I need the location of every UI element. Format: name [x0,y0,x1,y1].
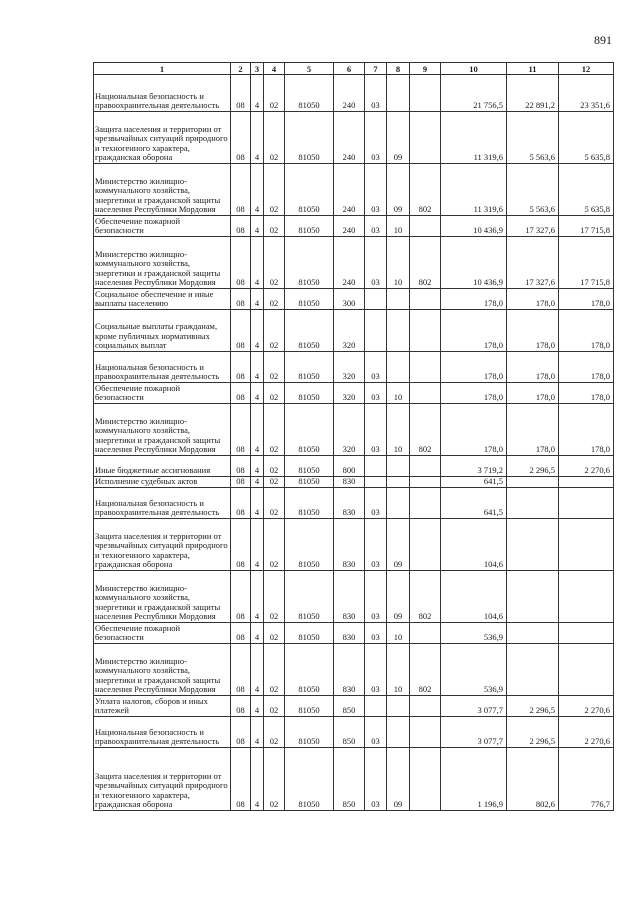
code-col8-cell: 09 [387,164,410,216]
amount-col11-cell: 2 296,5 [507,696,559,717]
row-name-cell: Обеспечение пожарной безопасности [94,383,231,404]
code-col9-cell [410,456,441,477]
code-col8-cell [387,310,410,352]
amount-col10-cell: 1 196,9 [441,748,507,811]
code-col5-cell: 81050 [285,748,334,811]
code-col4-cell: 02 [264,623,285,644]
code-col5-cell: 81050 [285,352,334,383]
amount-col11-cell: 178,0 [507,289,559,310]
code-col9-cell [410,289,441,310]
code-col3-cell: 4 [251,310,264,352]
code-col8-cell [387,352,410,383]
code-col9-cell: 802 [410,237,441,289]
amount-col10-cell: 3 719,2 [441,456,507,477]
code-col5-cell: 81050 [285,289,334,310]
table-row [94,571,614,623]
row-name-cell: Национальная безопасность и правоохранительная деятельность [94,488,231,519]
table-header-row [94,63,614,75]
amount-col10-cell: 536,9 [441,644,507,696]
row-name-cell: Национальная безопасность и правоохранительная деятельность [94,717,231,748]
code-col8-cell [387,289,410,310]
code-col3-cell: 4 [251,477,264,488]
code-col6-cell: 320 [334,352,365,383]
amount-col11-cell: 802,6 [507,748,559,811]
amount-col10-cell: 178,0 [441,310,507,352]
code-col9-cell [410,310,441,352]
code-col8-cell: 09 [387,519,410,571]
code-col6-cell: 830 [334,571,365,623]
amount-col11-cell [507,644,559,696]
amount-col12-cell: 17 715,8 [559,216,614,237]
code-col5-cell: 81050 [285,112,334,164]
amount-col12-cell: 178,0 [559,352,614,383]
code-col4-cell: 02 [264,748,285,811]
row-name-cell: Министерство жилищно-коммунального хозяйства, энергетики и гражданской защиты населения Республики Мордовия [94,237,231,289]
amount-col11-cell: 5 563,6 [507,164,559,216]
amount-col11-cell: 178,0 [507,310,559,352]
amount-col10-cell: 536,9 [441,623,507,644]
amount-col12-cell [559,488,614,519]
header-cell: 6 [334,63,365,75]
code-col6-cell: 240 [334,112,365,164]
amount-col12-cell: 2 270,6 [559,456,614,477]
code-col9-cell [410,717,441,748]
code-col4-cell: 02 [264,519,285,571]
row-name-cell: Национальная безопасность и правоохранительная деятельность [94,352,231,383]
row-name-cell: Обеспечение пожарной безопасности [94,623,231,644]
code-col3-cell: 4 [251,488,264,519]
amount-col10-cell: 3 077,7 [441,696,507,717]
row-name-cell: Социальное обеспечение и иные выплаты населению [94,289,231,310]
table-row [94,456,614,477]
code-col3-cell: 4 [251,644,264,696]
code-col7-cell: 03 [365,383,387,404]
amount-col12-cell: 178,0 [559,310,614,352]
code-col5-cell: 81050 [285,216,334,237]
code-col3-cell: 4 [251,164,264,216]
code-col4-cell: 02 [264,477,285,488]
code-col4-cell: 02 [264,696,285,717]
row-name-cell: Иные бюджетные ассигнования [94,456,231,477]
code-col5-cell: 81050 [285,477,334,488]
header-cell: 5 [285,63,334,75]
code-col6-cell: 830 [334,519,365,571]
code-col3-cell: 4 [251,112,264,164]
code-col5-cell: 81050 [285,519,334,571]
code-col8-cell: 09 [387,748,410,811]
table-row [94,488,614,519]
amount-col10-cell: 178,0 [441,289,507,310]
code-col7-cell: 03 [365,519,387,571]
code-col3-cell: 4 [251,696,264,717]
amount-col11-cell [507,623,559,644]
code-col4-cell: 02 [264,112,285,164]
amount-col11-cell: 178,0 [507,352,559,383]
table-row [94,289,614,310]
code-col9-cell [410,488,441,519]
code-col3-cell: 4 [251,571,264,623]
amount-col11-cell: 2 296,5 [507,717,559,748]
code-col5-cell: 81050 [285,456,334,477]
code-col2-cell: 08 [231,488,251,519]
row-name-cell: Министерство жилищно-коммунального хозяйства, энергетики и гражданской защиты населения Республики Мордовия [94,571,231,623]
code-col7-cell: 03 [365,164,387,216]
table-row [94,75,614,112]
code-col8-cell: 09 [387,112,410,164]
code-col8-cell: 10 [387,644,410,696]
code-col2-cell: 08 [231,352,251,383]
code-col8-cell: 10 [387,383,410,404]
header-cell: 10 [441,63,507,75]
amount-col10-cell: 3 077,7 [441,717,507,748]
table-row [94,519,614,571]
code-col9-cell [410,216,441,237]
code-col2-cell: 08 [231,623,251,644]
code-col3-cell: 4 [251,456,264,477]
amount-col11-cell: 5 563,6 [507,112,559,164]
code-col5-cell: 81050 [285,696,334,717]
code-col4-cell: 02 [264,216,285,237]
amount-col12-cell: 2 270,6 [559,696,614,717]
code-col2-cell: 08 [231,112,251,164]
header-cell: 4 [264,63,285,75]
code-col8-cell [387,696,410,717]
row-name-cell: Министерство жилищно-коммунального хозяйства, энергетики и гражданской защиты населения Республики Мордовия [94,164,231,216]
code-col2-cell: 08 [231,748,251,811]
amount-col12-cell [559,477,614,488]
code-col6-cell: 850 [334,696,365,717]
code-col7-cell: 03 [365,237,387,289]
amount-col11-cell [507,488,559,519]
code-col9-cell [410,696,441,717]
row-name-cell: Министерство жилищно-коммунального хозяйства, энергетики и гражданской защиты населения Республики Мордовия [94,404,231,456]
code-col4-cell: 02 [264,75,285,112]
header-cell: 11 [507,63,559,75]
code-col4-cell: 02 [264,289,285,310]
code-col7-cell [365,289,387,310]
code-col7-cell [365,477,387,488]
row-name-cell: Национальная безопасность и правоохранительная деятельность [94,75,231,112]
code-col5-cell: 81050 [285,383,334,404]
header-cell: 1 [94,63,231,75]
amount-col11-cell: 178,0 [507,383,559,404]
amount-col12-cell: 23 351,6 [559,75,614,112]
code-col4-cell: 02 [264,644,285,696]
row-name-cell: Защита населения и территории от чрезвычайных ситуаций природного и техногенного характера, гражданская оборона [94,112,231,164]
row-name-cell: Министерство жилищно-коммунального хозяйства, энергетики и гражданской защиты населения Республики Мордовия [94,644,231,696]
code-col5-cell: 81050 [285,644,334,696]
code-col6-cell: 300 [334,289,365,310]
code-col4-cell: 02 [264,456,285,477]
amount-col12-cell: 178,0 [559,383,614,404]
code-col9-cell [410,352,441,383]
amount-col10-cell: 10 436,9 [441,216,507,237]
row-name-cell: Социальные выплаты гражданам, кроме публичных нормативных социальных выплат [94,310,231,352]
code-col7-cell: 03 [365,644,387,696]
code-col9-cell [410,519,441,571]
code-col7-cell: 03 [365,717,387,748]
code-col6-cell: 850 [334,748,365,811]
code-col6-cell: 850 [334,717,365,748]
code-col4-cell: 02 [264,310,285,352]
code-col2-cell: 08 [231,164,251,216]
code-col2-cell: 08 [231,216,251,237]
code-col3-cell: 4 [251,383,264,404]
code-col6-cell: 800 [334,456,365,477]
code-col4-cell: 02 [264,717,285,748]
row-name-cell: Защита населения и территории от чрезвычайных ситуаций природного и техногенного характера, гражданская оборона [94,748,231,811]
amount-col12-cell: 17 715,8 [559,237,614,289]
code-col6-cell: 830 [334,488,365,519]
amount-col10-cell: 178,0 [441,383,507,404]
table-row [94,383,614,404]
code-col8-cell [387,717,410,748]
header-cell: 3 [251,63,264,75]
code-col7-cell [365,456,387,477]
code-col9-cell [410,477,441,488]
amount-col10-cell: 10 436,9 [441,237,507,289]
code-col2-cell: 08 [231,456,251,477]
code-col2-cell: 08 [231,571,251,623]
code-col5-cell: 81050 [285,571,334,623]
table-row [94,310,614,352]
amount-col11-cell: 17 327,6 [507,237,559,289]
amount-col12-cell: 2 270,6 [559,717,614,748]
code-col6-cell: 830 [334,477,365,488]
table-row [94,696,614,717]
code-col7-cell: 03 [365,623,387,644]
amount-col11-cell: 17 327,6 [507,216,559,237]
code-col7-cell: 03 [365,352,387,383]
amount-col11-cell [507,571,559,623]
code-col9-cell [410,112,441,164]
amount-col10-cell: 178,0 [441,404,507,456]
code-col6-cell: 830 [334,623,365,644]
header-cell: 7 [365,63,387,75]
code-col7-cell: 03 [365,75,387,112]
code-col9-cell [410,75,441,112]
code-col5-cell: 81050 [285,623,334,644]
code-col2-cell: 08 [231,696,251,717]
code-col7-cell: 03 [365,748,387,811]
header-cell: 9 [410,63,441,75]
code-col9-cell: 802 [410,404,441,456]
amount-col10-cell: 104,6 [441,571,507,623]
code-col8-cell: 10 [387,237,410,289]
row-name-cell: Обеспечение пожарной безопасности [94,216,231,237]
code-col9-cell [410,748,441,811]
code-col2-cell: 08 [231,717,251,748]
budget-table [93,62,614,811]
amount-col10-cell: 178,0 [441,352,507,383]
code-col5-cell: 81050 [285,488,334,519]
amount-col12-cell [559,571,614,623]
code-col2-cell: 08 [231,477,251,488]
code-col6-cell: 320 [334,310,365,352]
code-col2-cell: 08 [231,383,251,404]
amount-col10-cell: 104,6 [441,519,507,571]
table-row [94,748,614,811]
code-col7-cell: 03 [365,488,387,519]
code-col3-cell: 4 [251,717,264,748]
code-col4-cell: 02 [264,352,285,383]
table-row [94,112,614,164]
code-col9-cell [410,623,441,644]
code-col4-cell: 02 [264,383,285,404]
code-col7-cell: 03 [365,404,387,456]
code-col2-cell: 08 [231,310,251,352]
code-col2-cell: 08 [231,237,251,289]
code-col6-cell: 240 [334,75,365,112]
header-cell: 8 [387,63,410,75]
amount-col11-cell [507,477,559,488]
amount-col12-cell: 178,0 [559,289,614,310]
code-col2-cell: 08 [231,519,251,571]
amount-col12-cell [559,644,614,696]
code-col4-cell: 02 [264,404,285,456]
amount-col12-cell [559,623,614,644]
table-row [94,404,614,456]
code-col8-cell: 10 [387,404,410,456]
code-col4-cell: 02 [264,164,285,216]
amount-col10-cell: 21 756,5 [441,75,507,112]
code-col3-cell: 4 [251,623,264,644]
amount-col11-cell: 2 296,5 [507,456,559,477]
code-col6-cell: 320 [334,383,365,404]
code-col3-cell: 4 [251,237,264,289]
code-col9-cell: 802 [410,571,441,623]
code-col6-cell: 240 [334,237,365,289]
code-col9-cell: 802 [410,644,441,696]
code-col4-cell: 02 [264,571,285,623]
amount-col10-cell: 11 319,6 [441,112,507,164]
amount-col11-cell: 178,0 [507,404,559,456]
code-col8-cell: 10 [387,216,410,237]
amount-col12-cell: 178,0 [559,404,614,456]
amount-col12-cell: 5 635,8 [559,164,614,216]
amount-col11-cell: 22 891,2 [507,75,559,112]
code-col6-cell: 240 [334,216,365,237]
code-col5-cell: 81050 [285,404,334,456]
code-col3-cell: 4 [251,404,264,456]
amount-col10-cell: 641,5 [441,488,507,519]
code-col8-cell: 10 [387,623,410,644]
amount-col12-cell [559,519,614,571]
code-col7-cell [365,310,387,352]
table-row [94,352,614,383]
code-col4-cell: 02 [264,237,285,289]
code-col3-cell: 4 [251,519,264,571]
code-col6-cell: 830 [334,644,365,696]
row-name-cell: Исполнение судебных актов [94,477,231,488]
code-col9-cell: 802 [410,164,441,216]
code-col6-cell: 240 [334,164,365,216]
code-col5-cell: 81050 [285,237,334,289]
code-col2-cell: 08 [231,644,251,696]
amount-col12-cell: 776,7 [559,748,614,811]
amount-col11-cell [507,519,559,571]
code-col5-cell: 81050 [285,717,334,748]
code-col3-cell: 4 [251,75,264,112]
code-col9-cell [410,383,441,404]
code-col8-cell [387,75,410,112]
code-col7-cell: 03 [365,216,387,237]
table-row [94,623,614,644]
code-col8-cell: 09 [387,571,410,623]
table-row [94,164,614,216]
table-row [94,216,614,237]
amount-col12-cell: 5 635,8 [559,112,614,164]
code-col3-cell: 4 [251,748,264,811]
code-col2-cell: 08 [231,75,251,112]
table-row [94,477,614,488]
code-col3-cell: 4 [251,352,264,383]
code-col7-cell: 03 [365,571,387,623]
code-col8-cell [387,456,410,477]
code-col3-cell: 4 [251,289,264,310]
row-name-cell: Уплата налогов, сборов и иных платежей [94,696,231,717]
header-cell: 12 [559,63,614,75]
amount-col10-cell: 641,5 [441,477,507,488]
code-col4-cell: 02 [264,488,285,519]
code-col7-cell: 03 [365,112,387,164]
code-col7-cell [365,696,387,717]
code-col5-cell: 81050 [285,310,334,352]
table-row [94,644,614,696]
code-col5-cell: 81050 [285,75,334,112]
code-col2-cell: 08 [231,289,251,310]
header-cell: 2 [231,63,251,75]
table-row [94,237,614,289]
page-number: 891 [594,33,612,47]
code-col8-cell [387,488,410,519]
code-col6-cell: 320 [334,404,365,456]
code-col5-cell: 81050 [285,164,334,216]
code-col2-cell: 08 [231,404,251,456]
row-name-cell: Защита населения и территории от чрезвычайных ситуаций природного и техногенного характера, гражданская оборона [94,519,231,571]
code-col8-cell [387,477,410,488]
amount-col10-cell: 11 319,6 [441,164,507,216]
table-row [94,717,614,748]
code-col3-cell: 4 [251,216,264,237]
